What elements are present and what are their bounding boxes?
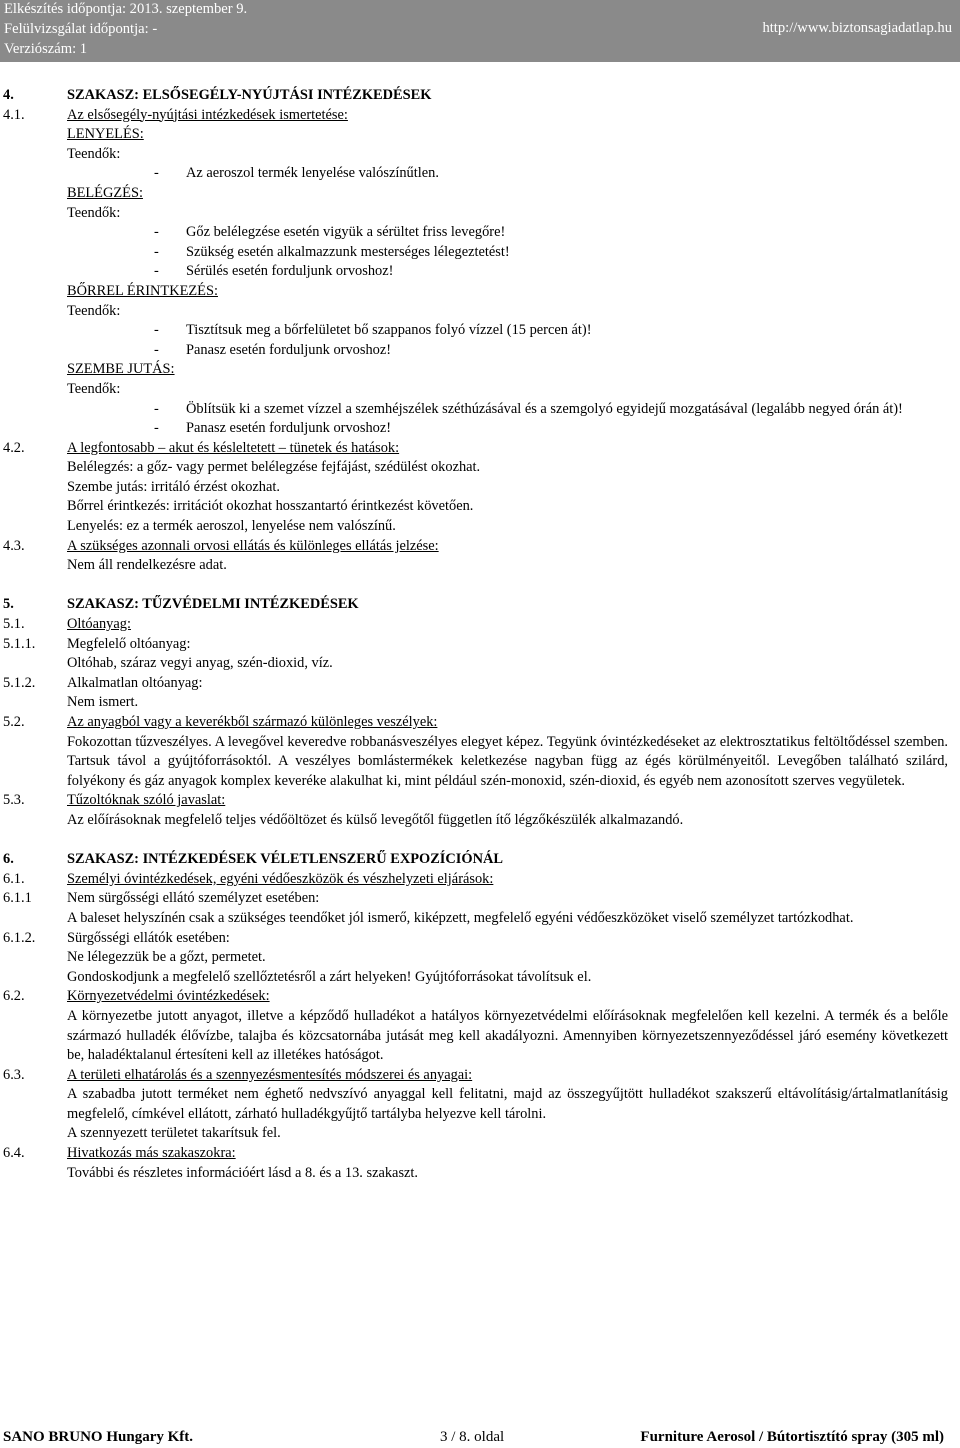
review-date: Felülvizsgálat időpontja: - — [4, 20, 158, 37]
subsection-heading: 6.2. Környezetvédelmi óvintézkedések: — [3, 988, 270, 1005]
paragraph-line: Ne lélegezzük be a gőzt, permetet. — [67, 949, 266, 966]
list-item: - Szükség esetén alkalmazzunk mesterséges lélegeztetést! — [154, 243, 510, 260]
todo-label: Teendők: — [67, 145, 121, 162]
header-url-link[interactable]: http://www.biztonsagiadatlap.hu — [762, 20, 952, 36]
todo-label: Teendők: — [67, 380, 121, 397]
paragraph: A környezetbe jutott anyagot, illetve a képződő hulladékot a hatályos környezetvédelmi előírásoknak megfelelően kell kezelni. A termék és a belőle származó hulladék élővízbe, talajba és közcsatornába jutását meg kell akadályozni. Amennyiben környezetszennyeződéssel járó esemény következett be, haladéktalanul értesíteni kell az illetékes hatóságot. — [67, 1007, 948, 1064]
subsection-heading: 5.2. Az anyagból vagy a keverékből származó különleges veszélyek: — [3, 714, 438, 730]
paragraph-line: A szennyezett területet takarítsuk fel. — [67, 1125, 281, 1142]
paragraph-line: Oltóhab, száraz vegyi anyag, szén-dioxid, víz. — [67, 655, 333, 672]
paragraph-line: Bőrrel érintkezés: irritációt okozhat hosszantartó érintkezést követően. — [67, 498, 474, 515]
paragraph: A baleset helyszínén csak a szükséges teendőket jól ismerő, kiképzett, megfelelő egyéni védőeszközöket viselő személyzet tartózkodhat. — [67, 909, 854, 926]
paragraph-line: Szembe jutás: irritáló érzést okozhat. — [67, 478, 280, 495]
section-heading: 4. SZAKASZ: ELSŐSEGÉLY-NYÚJTÁSI INTÉZKEDÉSEK — [3, 87, 432, 103]
page-header — [0, 0, 960, 62]
created-date: Elkészítés időpontja: 2013. szeptember 9. — [4, 1, 248, 17]
version-number: Verziószám: 1 — [4, 40, 88, 57]
header-meta — [4, 0, 247, 59]
todo-label: Teendők: — [67, 204, 121, 221]
paragraph-line: További és részletes információért lásd a 8. és a 13. szakaszt. — [67, 1164, 419, 1181]
section-heading: 5. SZAKASZ: TŰZVÉDELMI INTÉZKEDÉSEK — [3, 596, 359, 613]
subsection-heading: 5.3. Tűzoltóknak szóló javaslat: — [3, 792, 226, 809]
subsection-heading: 6.1. Személyi óvintézkedések, egyéni védőeszközök és vészhelyzeti eljárások: — [3, 870, 494, 887]
subsection-heading: 4.2. A legfontosabb – akut és késleltetett – tünetek és hatások: — [3, 439, 400, 456]
paragraph: Fokozottan tűzveszélyes. A levegővel keveredve robbanásveszélyes elegyet képez. Tegyünk óvintézkedéseket az elektrosztatikus feltöltődéssel szemben. Tartsuk távol a gyújtóforrásoktól. A veszélyes bomlástermékek keletkezése nagyban függ az égés körülményeitől. Levegőben található szilárd, folyékony és gáz anyagok komplex keveréke alakulhat ki, mint például szén-monoxid, szén-dioxid, és egyéb nem azonosított szerves vegyületek. — [67, 733, 948, 789]
subsection-heading: 5.1. Oltóanyag: — [3, 616, 131, 633]
subsection-heading: 5.1.1. Megfelelő oltóanyag: — [3, 635, 191, 652]
list-item: - Öblítsük ki a szemet vízzel a szemhéjszélek széthúzásával és a szemgolyó egyidejű mozgatásával (legalább negyed órán át)! — [154, 400, 903, 417]
inhalation-label: BELÉGZÉS: — [67, 184, 143, 201]
page-footer — [0, 1428, 960, 1447]
list-item: - Tisztítsuk meg a bőrfelületet bő szappanos folyó vízzel (15 percen át)! — [154, 322, 592, 339]
subsection-heading: 6.4. Hivatkozás más szakaszokra: — [3, 1145, 236, 1162]
list-item: - Sérülés esetén forduljunk orvoshoz! — [154, 263, 394, 280]
footer-product: Furniture Aerosol / Bútortisztító spray (305 ml) — [640, 1429, 944, 1445]
subsection-heading: 4.3. A szükséges azonnali orvosi ellátás és különleges ellátás jelzése: — [3, 537, 439, 554]
subsection-heading: 5.1.2. Alkalmatlan oltóanyag: — [3, 674, 203, 691]
paragraph-line: Nem áll rendelkezésre adat. — [67, 557, 227, 574]
eye-contact-label: SZEMBE JUTÁS: — [67, 361, 175, 378]
paragraph-line: Gondoskodjunk a megfelelő szellőztetésről a zárt helyeken! Gyújtóforrásokat távolítsuk el. — [67, 968, 592, 985]
footer-page-number: 3 / 8. oldal — [440, 1429, 505, 1445]
subsection-heading: 6.1.2. Sürgősségi ellátók esetében: — [3, 929, 230, 946]
subsection-heading: 6.3. A területi elhatárolás és a szennyezésmentesítés módszerei és anyagai: — [3, 1066, 473, 1083]
subsection-heading: 6.1.1 Nem sürgősségi ellátó személyzet esetében: — [3, 890, 320, 907]
document-body — [0, 86, 960, 1183]
list-item: - Panasz esetén forduljunk orvoshoz! — [154, 341, 392, 358]
subsection-heading: 4.1. Az elsősegély-nyújtási intézkedések ismertetése: — [3, 106, 348, 123]
section-heading: 6. SZAKASZ: INTÉZKEDÉSEK VÉLETLENSZERŰ EXPOZÍCIÓNÁL — [3, 851, 503, 868]
list-item: - Gőz belélegzése esetén vigyük a sérültet friss levegőre! — [154, 224, 506, 241]
paragraph-line: Az előírásoknak megfelelő teljes védőöltözet és külső levegőtől független ítő légzőkészülék alkalmazandó. — [67, 811, 684, 828]
list-item: - Panasz esetén forduljunk orvoshoz! — [154, 420, 392, 437]
paragraph-line: Nem ismert. — [67, 694, 139, 711]
paragraph-line: Lenyelés: ez a termék aeroszol, lenyelése nem valószínű. — [67, 518, 396, 535]
skin-contact-label: BŐRREL ÉRINTKEZÉS: — [67, 282, 218, 299]
list-item: - Az aeroszol termék lenyelése valószínűtlen. — [154, 165, 439, 182]
todo-label: Teendők: — [67, 302, 121, 319]
paragraph-line: Belélegzés: a gőz- vagy permet belélegzése fejfájást, szédülést okozhat. — [67, 459, 481, 476]
footer-company: SANO BRUNO Hungary Kft. — [3, 1429, 194, 1445]
ingestion-label: LENYELÉS: — [67, 126, 144, 143]
paragraph: A szabadba jutott terméket nem éghető nedvszívó anyaggal kell felitatni, majd az összegyűjtött hulladékot szakszerű eltávolításig/ártalmatlanításig megfelelő, címkével ellátott, zárható hulladékgyűjtő tartályba helyezve kell tárolni. — [67, 1086, 948, 1122]
